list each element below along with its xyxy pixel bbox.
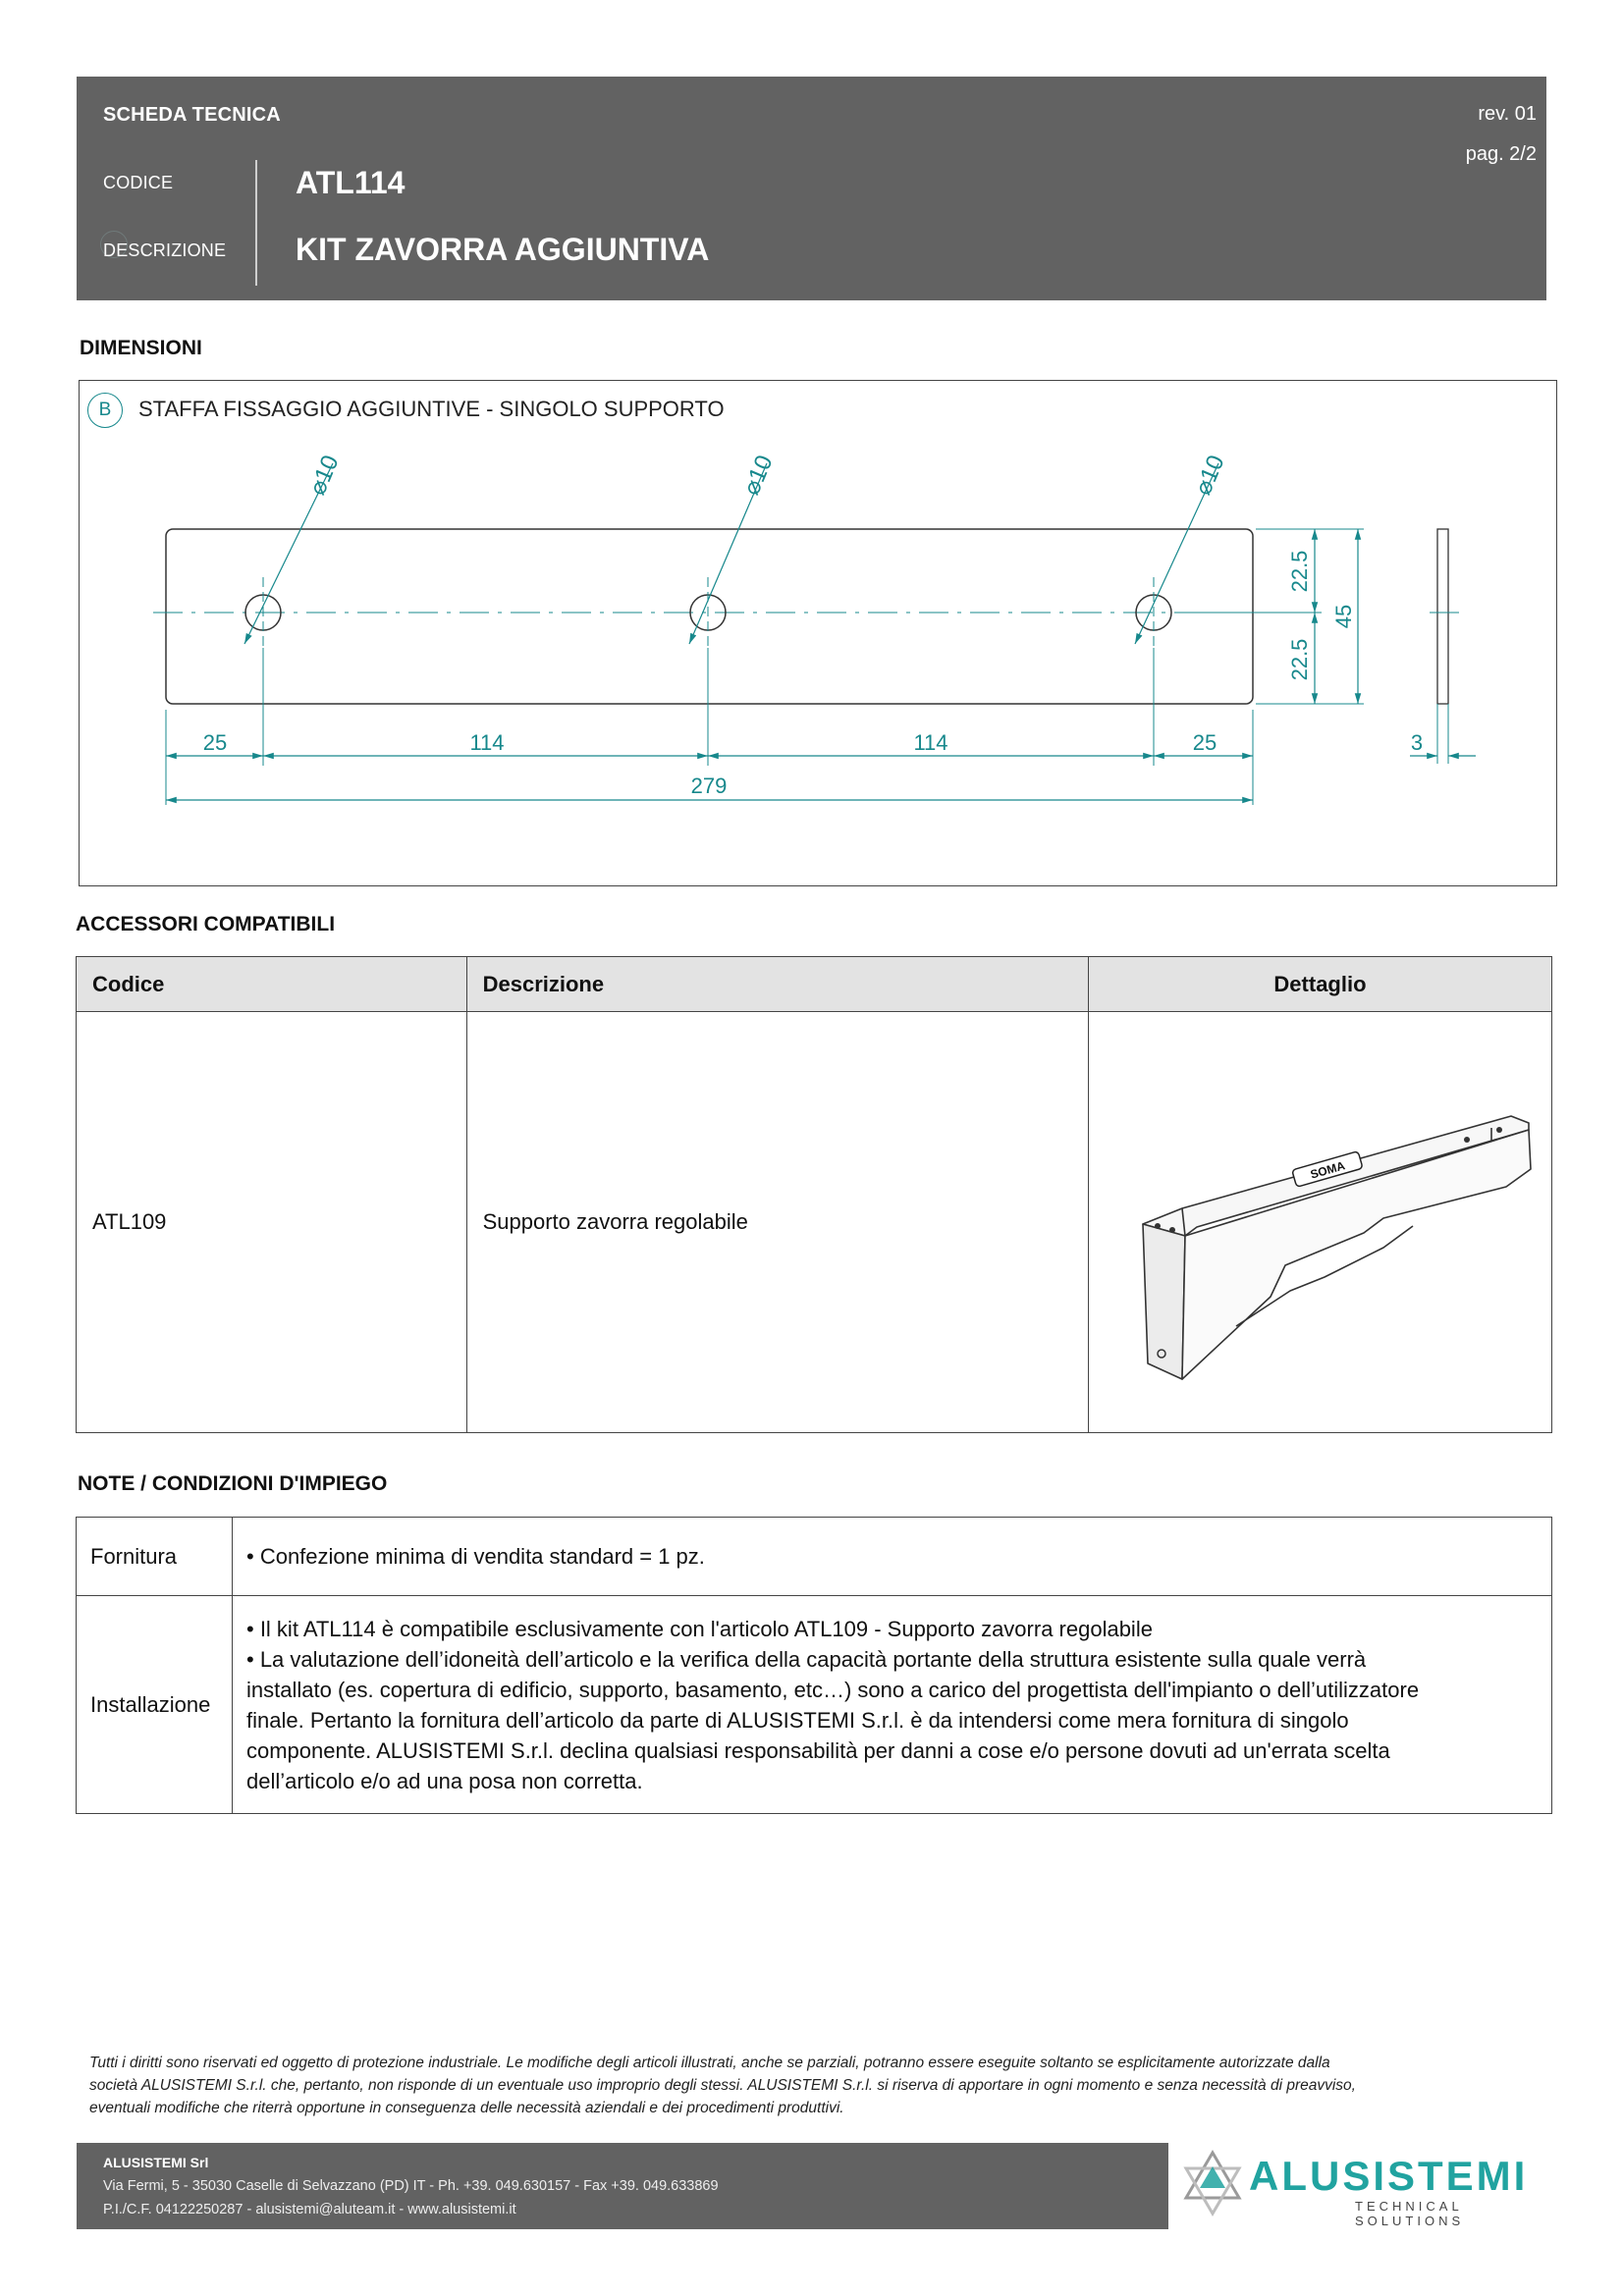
accessory-code: ATL109 (77, 1012, 467, 1433)
revision: rev. 01 (1478, 103, 1537, 125)
note-line: • La valutazione dell’idoneità dell’articolo e la verifica della capacità portante della struttura esistente sulla quale verrà (246, 1646, 1367, 1672)
note-text-fornitura (233, 1518, 1552, 1596)
legal-line: Tutti i diritti sono riservati ed oggetto di protezione industriale. Le modifiche degli articoli illustrati, anche se parziali, potranno essere eseguite soltanto se esplicitamente autorizzate dalla (89, 2055, 1330, 2071)
descrizione-label: DESCRIZIONE (103, 240, 227, 260)
logo-text: ALUSISTEMI (1249, 2153, 1529, 2199)
plate-outline (166, 529, 1253, 704)
note-text-installazione (233, 1596, 1552, 1814)
header-divider (255, 160, 257, 286)
note-line: • Confezione minima di vendita standard = 1 pz. (246, 1544, 705, 1569)
table-row (77, 1012, 1552, 1433)
company-address: Via Fermi, 5 - 35030 Caselle di Selvazzano (PD) IT - Ph. +39. 049.630157 - Fax +39. 049.633869 (103, 2178, 719, 2194)
note-line: installato (es. copertura di edificio, supporto, basamento, etc…) sono a carico del progettista dell'impianto o dell’utilizzatore (246, 1677, 1420, 1702)
legal-line: eventuali modifiche che riterrà opportune in conseguenza delle necessità aziendali e dei procedimenti produttivi. (89, 2100, 844, 2116)
part-label: SOMA (1308, 1158, 1347, 1182)
column-header-codice: Codice (77, 957, 467, 1012)
logo-mark-icon (1178, 2143, 1247, 2229)
legal-line: società ALUSISTEMI S.r.l. che, pertanto, non risponde di un eventuale uso improprio degli stessi. ALUSISTEMI S.r.l. si riserva di apportare in ogni momento e senza necessità di preavviso, (89, 2077, 1356, 2094)
company-contacts: P.I./C.F. 04122250287 - alusistemi@aluteam.it - www.alusistemi.it (103, 2202, 516, 2217)
dimensions-title: DIMENSIONI (80, 337, 202, 359)
dim-total: 279 (690, 774, 728, 798)
product-description: KIT ZAVORRA AGGIUNTIVA (296, 232, 710, 267)
dim-height: 45 (1331, 604, 1356, 629)
accessories-table (76, 956, 1552, 1433)
dim-edge-left: 25 (202, 730, 228, 755)
drawing-caption: STAFFA FISSAGGIO AGGIUNTIVE - SINGOLO SUPPORTO (138, 397, 725, 421)
technical-drawing (80, 381, 1556, 885)
dim-pitch-2: 114 (913, 730, 948, 755)
note-line: componente. ALUSISTEMI S.r.l. declina qualsiasi responsabilità per danni a cose e/o persone dovuti ad un'errata scelta (246, 1737, 1390, 1763)
table-header-row (77, 957, 1552, 1012)
dim-pitch-1: 114 (469, 730, 505, 755)
product-code: ATL114 (296, 165, 406, 200)
note-line: • Il kit ATL114 è compatibile esclusivamente con l'articolo ATL109 - Supporto zavorra regolabile (246, 1616, 1153, 1641)
hole-label-3: ⌀10 (1189, 451, 1230, 500)
dim-edge-right: 25 (1192, 730, 1217, 755)
notes-table (76, 1517, 1552, 1814)
table-row (77, 1518, 1552, 1596)
plate-side-view (1437, 529, 1448, 704)
dim-half-top: 22.5 (1287, 550, 1312, 593)
legal-notice (89, 2052, 1503, 2119)
note-label-fornitura: Fornitura (77, 1518, 233, 1596)
table-row (77, 1596, 1552, 1814)
column-header-descrizione: Descrizione (466, 957, 1088, 1012)
codice-label: CODICE (103, 173, 174, 192)
doc-type: SCHEDA TECNICA (103, 104, 281, 126)
accessories-title: ACCESSORI COMPATIBILI (76, 913, 336, 935)
dim-thickness: 3 (1410, 730, 1424, 755)
note-label-installazione: Installazione (77, 1596, 233, 1814)
note-line: finale. Pertanto la fornitura dell’articolo da parte di ALUSISTEMI S.r.l. è da intendersi come mera fornitura di singolo (246, 1707, 1349, 1733)
document-header (77, 77, 1546, 300)
page-number: pag. 2/2 (1465, 143, 1537, 165)
notes-title: NOTE / CONDIZIONI D'IMPIEGO (78, 1472, 388, 1495)
company-name: ALUSISTEMI Srl (103, 2155, 209, 2170)
drawing-badge: B (87, 393, 123, 428)
hole-label-2: ⌀10 (737, 451, 779, 500)
drawing-panel (79, 380, 1557, 886)
dim-half-bottom: 22.5 (1287, 638, 1312, 681)
company-logo (1178, 2143, 1566, 2229)
logo-subtitle: TECHNICAL SOLUTIONS (1355, 2199, 1465, 2228)
accessory-description: Supporto zavorra regolabile (466, 1012, 1088, 1433)
note-line: dell’articolo e/o ad una posa non corretta. (246, 1768, 643, 1793)
column-header-dettaglio: Dettaglio (1088, 957, 1551, 1012)
accessory-image (1089, 1012, 1550, 1426)
footer (77, 2143, 1168, 2229)
accessory-detail-cell (1088, 1012, 1551, 1433)
hole-label-1: ⌀10 (303, 451, 345, 500)
